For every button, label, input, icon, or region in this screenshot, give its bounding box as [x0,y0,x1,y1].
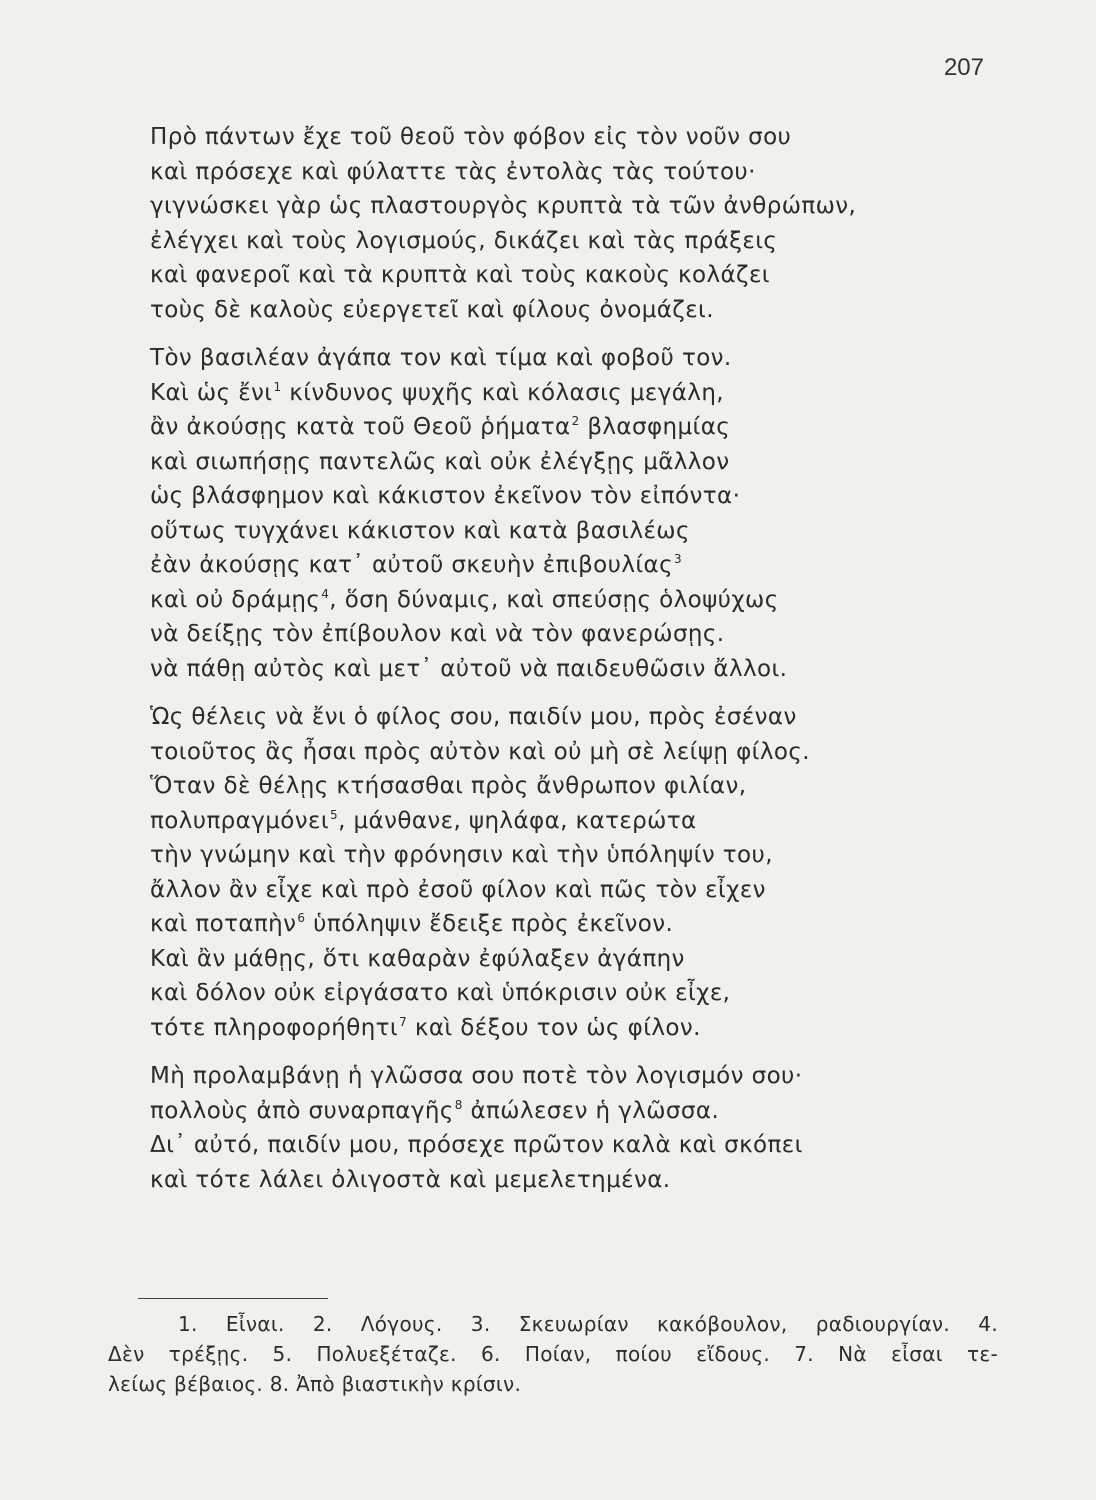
text-line: νὰ πάθῃ αὐτὸς καὶ μετ᾽ αὐτοῦ νὰ παιδευθῶσιν ἄλλοι. [150,655,788,682]
text-line: Μὴ προλαμβάνῃ ἡ γλῶσσα σου ποτὲ τὸν λογισμόν σου· [150,1063,803,1089]
footnote-ref: 3 [673,552,683,567]
footnote-ref: 2 [571,414,580,429]
text-line: Ὡς θέλεις νὰ ἔνι ὁ φίλος σου, παιδίν μου, πρὸς ἐσέναν [150,704,797,730]
text-line: πολλοὺς ἀπὸ συναρπαγῆς$^8$ ἀπώλεσεν ἡ γλῶσσα. [150,1097,720,1124]
text-line: τότε πληροφορήθητι$^7$ καὶ δέξου τον ὡς φίλον. [150,1014,701,1041]
text-line: Καὶ ὡς ἔνι$^1$ κίνδυνος ψυχῆς καὶ κόλασις μεγάλη, [150,379,725,406]
footnote-ref: 6 [297,911,306,926]
text-line: καὶ σιωπήσῃς παντελῶς καὶ οὐκ ἐλέγξῃς μᾶλλον [150,448,730,475]
text-line: Καὶ ἂν μάθῃς, ὅτι καθαρὰν ἐφύλαξεν ἀγάπην [150,945,685,972]
text-line: ἐλέγχει καὶ τοὺς λογισμούς, δικάζει καὶ τὰς πράξεις [150,227,778,254]
text-line: τὴν γνώμην καὶ τὴν φρόνησιν καὶ τὴν ὑπόληψίν του, [150,842,773,868]
text-line: Πρὸ πάντων ἔχε τοῦ θεοῦ τὸν φόβον εἰς τὸν νοῦν σου [150,124,792,150]
body-text [150,120,1020,1211]
footnote-line: λείως βέβαιος. 8. Ἀπὸ βιαστικὴν κρίσιν. [108,1372,522,1396]
text-line: οὕτως τυγχάνει κάκιστον καὶ κατὰ βασιλέως [150,517,690,544]
text-line: ἄλλον ἂν εἶχε καὶ πρὸ ἐσοῦ φίλον καὶ πῶς τὸν εἶχεν [150,876,766,903]
text-line: Ὅταν δὲ θέλῃς κτήσασθαι πρὸς ἄνθρωπον φιλίαν, [150,773,747,799]
footnote-ref: 8 [454,1097,463,1112]
footnote-ref: 1 [273,379,282,394]
text-line: καὶ φανεροῖ καὶ τὰ κρυπτὰ καὶ τοὺς κακοὺς κολάζει [150,262,770,288]
page-number: 207 [943,54,984,81]
text-line: ἂν ἀκούσῃς κατὰ τοῦ Θεοῦ ῥήματα$^2$ βλασφημίας [150,414,731,440]
text-line: καὶ δόλον οὐκ εἰργάσατο καὶ ὑπόκρισιν οὐκ εἶχε, [150,980,731,1006]
text-line: ὡς βλάσφημον καὶ κάκιστον ἐκεῖνον τὸν εἰπόντα· [150,483,741,509]
text-line: γιγνώσκει γὰρ ὡς πλαστουργὸς κρυπτὰ τὰ τῶν ἀνθρώπων, [150,193,857,219]
stanza-4 [150,1059,1020,1197]
footnote-ref: 4 [321,586,330,601]
text-line: Τὸν βασιλέαν ἀγάπα τον καὶ τίμα καὶ φοβοῦ τον. [150,345,732,371]
footnote-ref: 7 [399,1014,408,1029]
stanza-2 [150,341,1020,686]
footnote-line: Δὲν τρέξῃς. 5. Πολυεξέταζε. 6. Ποίαν, ποίου εἴδους. 7. Νὰ εἶσαι τε- [108,1342,998,1366]
text-line: πολυπραγμόνει$^5$, μάνθανε, ψηλάφα, κατερώτα [150,807,697,834]
footnote-line: 1. Εἶναι. 2. Λόγους. 3. Σκευωρίαν κακόβουλον, ραδιουργίαν. 4. [178,1312,998,1336]
stanza-3 [150,700,1020,1045]
text-line: καὶ τότε λάλει ὀλιγοστὰ καὶ μεμελετημένα. [150,1166,671,1193]
footnote-divider [138,1298,328,1299]
text-line: καὶ οὐ δράμῃς$^4$, ὅση δύναμις, καὶ σπεύσῃς ὁλοψύχως [150,586,779,613]
text-line: καὶ ποταπὴν$^6$ ὑπόληψιν ἔδειξε πρὸς ἐκεῖνον. [150,911,674,937]
text-line: Δι᾽ αὐτό, παιδίν μου, πρόσεχε πρῶτον καλὰ καὶ σκόπει [150,1132,803,1158]
footnote-ref: 5 [330,807,339,822]
text-line: τοιοῦτος ἂς ἦσαι πρὸς αὐτὸν καὶ οὐ μὴ σὲ λείψῃ φίλος. [150,738,810,765]
text-line: καὶ πρόσεχε καὶ φύλαττε τὰς ἐντολὰς τὰς τούτου· [150,158,756,185]
text-line: νὰ δείξῃς τὸν ἐπίβουλον καὶ νὰ τὸν φανερώσῃς. [150,621,725,647]
stanza-1 [150,120,1020,327]
text-line: ἐὰν ἀκούσῃς κατ᾽ αὐτοῦ σκευὴν ἐπιβουλίας$^3$ [150,552,683,578]
footnotes [108,1309,998,1399]
text-line: τοὺς δὲ καλοὺς εὐεργετεῖ καὶ φίλους ὀνομάζει. [150,296,714,323]
